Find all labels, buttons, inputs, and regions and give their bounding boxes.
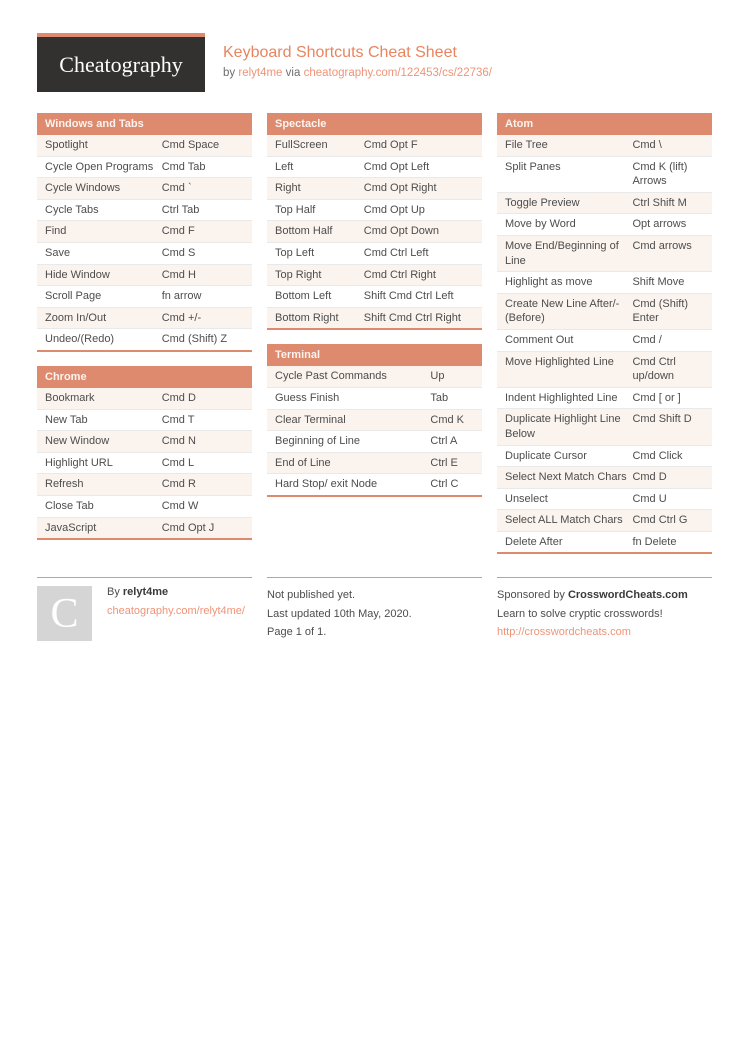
section-header-atom: Atom bbox=[497, 113, 712, 135]
table-row bbox=[497, 236, 712, 272]
table-row bbox=[497, 409, 712, 445]
shortcut-value: Cmd Tab bbox=[161, 160, 206, 173]
shortcut-value: Cmd Opt Right bbox=[363, 182, 437, 195]
shortcut-label: Highlight as move bbox=[505, 276, 593, 289]
section-windows-and-tabs bbox=[37, 113, 252, 352]
header-text bbox=[223, 44, 492, 80]
shortcut-value: Cmd Shift D bbox=[632, 413, 692, 426]
page-number: Page 1 of 1. bbox=[267, 626, 327, 639]
shortcut-value: Cmd arrows bbox=[632, 239, 692, 252]
table-row bbox=[37, 453, 252, 475]
table-row bbox=[497, 294, 712, 330]
table-row bbox=[267, 474, 482, 495]
shortcut-label: Highlight URL bbox=[45, 456, 113, 469]
shortcut-label: Toggle Preview bbox=[505, 196, 580, 209]
shortcut-label: Delete After bbox=[505, 535, 563, 548]
table-row bbox=[37, 308, 252, 330]
footer-author-cell bbox=[37, 577, 252, 642]
page-footer bbox=[37, 577, 712, 642]
table-row bbox=[267, 157, 482, 179]
shortcut-value: Cmd Opt J bbox=[161, 521, 215, 534]
shortcut-value: Cmd L bbox=[161, 456, 195, 469]
shortcut-value: Cmd \ bbox=[632, 139, 662, 151]
byline bbox=[223, 66, 492, 80]
shortcut-label: Spotlight bbox=[45, 139, 88, 151]
source-url-link[interactable]: cheatography.com/122453/cs/22736/ bbox=[303, 67, 492, 79]
shortcut-label: Top Left bbox=[275, 246, 315, 259]
table-row bbox=[267, 243, 482, 265]
shortcut-value: Tab bbox=[430, 391, 449, 404]
shortcut-label: JavaScript bbox=[45, 521, 97, 534]
table-row bbox=[37, 135, 252, 157]
shortcut-value: Cmd +/- bbox=[161, 311, 202, 324]
table-row bbox=[267, 410, 482, 432]
shortcut-value: Cmd Opt F bbox=[363, 139, 418, 151]
footer-by-line bbox=[107, 583, 245, 602]
shortcut-value: Opt arrows bbox=[632, 218, 687, 231]
shortcut-label: File Tree bbox=[505, 139, 548, 151]
shortcut-label: Guess Finish bbox=[275, 391, 340, 404]
table-row bbox=[37, 329, 252, 350]
column-3 bbox=[497, 113, 712, 568]
shortcut-value: Cmd T bbox=[161, 413, 195, 426]
sponsor-name: CrosswordCheats.com bbox=[567, 589, 688, 602]
shortcut-value: Shift Move bbox=[632, 276, 685, 289]
table-row bbox=[267, 200, 482, 222]
sponsor-prefix: Sponsored by bbox=[497, 589, 565, 602]
shortcut-value: Shift Cmd Ctrl Left bbox=[363, 290, 454, 303]
shortcut-value: Cmd N bbox=[161, 435, 196, 448]
byline-prefix: by bbox=[223, 67, 236, 79]
table-row bbox=[497, 330, 712, 352]
shortcut-label: Left bbox=[275, 160, 294, 173]
shortcut-value: Cmd D bbox=[161, 391, 196, 404]
shortcut-value: Cmd [ or ] bbox=[632, 391, 681, 404]
shortcut-label: New Window bbox=[45, 435, 110, 448]
shortcut-label: Select Next Match Chars bbox=[505, 471, 627, 484]
shortcut-value: Cmd U bbox=[632, 492, 667, 505]
logo-text: Cheatography bbox=[59, 51, 183, 77]
shortcut-label: Beginning of Line bbox=[275, 435, 361, 448]
column-1 bbox=[37, 113, 252, 554]
shortcut-label: Cycle Windows bbox=[45, 182, 121, 195]
sponsor-link[interactable]: http://crosswordcheats.com bbox=[497, 626, 631, 639]
table-row bbox=[267, 453, 482, 475]
cheatography-logo[interactable] bbox=[37, 33, 205, 92]
table-row bbox=[497, 193, 712, 215]
table-row bbox=[37, 265, 252, 287]
table-row bbox=[37, 243, 252, 265]
section-atom bbox=[497, 113, 712, 554]
table-row bbox=[497, 388, 712, 410]
section-header-terminal: Terminal bbox=[267, 344, 482, 366]
shortcut-label: Cycle Past Commands bbox=[275, 370, 387, 383]
shortcut-label: End of Line bbox=[275, 456, 331, 469]
shortcut-value: Cmd Opt Up bbox=[363, 203, 425, 216]
shortcut-label: Duplicate Cursor bbox=[505, 449, 587, 462]
shortcut-value: Cmd Ctrl Right bbox=[363, 268, 436, 281]
sponsor-tagline: Learn to solve cryptic crosswords! bbox=[497, 607, 663, 620]
table-row bbox=[497, 157, 712, 193]
shortcut-label: Scroll Page bbox=[45, 290, 102, 303]
shortcut-value: Cmd Opt Down bbox=[363, 225, 439, 238]
section-header-spectacle: Spectacle bbox=[267, 113, 482, 135]
table-row bbox=[497, 352, 712, 388]
shortcut-label: Save bbox=[45, 246, 71, 259]
column-2 bbox=[267, 113, 482, 511]
table-row bbox=[497, 467, 712, 489]
shortcut-label: Right bbox=[275, 182, 301, 195]
table-row bbox=[267, 388, 482, 410]
shortcut-label: Create New Line After/- (Before) bbox=[505, 297, 620, 325]
shortcut-value: Shift Cmd Ctrl Right bbox=[363, 311, 461, 324]
shortcut-value: fn Delete bbox=[632, 535, 677, 548]
table-row bbox=[267, 265, 482, 287]
table-row bbox=[497, 214, 712, 236]
shortcut-label: Comment Out bbox=[505, 333, 574, 346]
shortcut-value: Ctrl A bbox=[430, 435, 458, 448]
shortcut-value: Ctrl E bbox=[430, 456, 458, 469]
table-row bbox=[37, 388, 252, 410]
shortcut-value: Cmd F bbox=[161, 225, 195, 238]
shortcut-value: Cmd Opt Left bbox=[363, 160, 430, 173]
table-row bbox=[37, 474, 252, 496]
table-row bbox=[497, 446, 712, 468]
table-row bbox=[497, 510, 712, 532]
table-row bbox=[267, 308, 482, 329]
table-row bbox=[37, 157, 252, 179]
shortcut-value: Up bbox=[430, 370, 445, 383]
shortcut-label: Cycle Open Programs bbox=[45, 160, 154, 173]
author-link[interactable]: relyt4me bbox=[238, 67, 283, 79]
shortcut-label: Split Panes bbox=[505, 160, 561, 173]
shortcut-value: Cmd Space bbox=[161, 139, 220, 151]
table-row bbox=[37, 431, 252, 453]
footer-by-prefix: By bbox=[107, 586, 120, 599]
shortcut-value: Cmd S bbox=[161, 246, 196, 259]
shortcut-label: Indent Highlighted Line bbox=[505, 391, 618, 404]
sponsor-line bbox=[497, 586, 712, 605]
table-row bbox=[267, 286, 482, 308]
shortcut-label: Duplicate Highlight Line Below bbox=[505, 413, 621, 440]
avatar-letter: C bbox=[50, 590, 79, 637]
table-row bbox=[37, 178, 252, 200]
shortcut-value: Cmd / bbox=[632, 333, 662, 346]
table-row bbox=[497, 489, 712, 511]
shortcut-label: Cycle Tabs bbox=[45, 203, 99, 216]
shortcut-label: New Tab bbox=[45, 413, 88, 426]
shortcut-label: Unselect bbox=[505, 492, 548, 505]
shortcut-value: Cmd ` bbox=[161, 182, 192, 195]
shortcut-label: Hard Stop/ exit Node bbox=[275, 478, 378, 491]
shortcut-label: Refresh bbox=[45, 478, 84, 491]
shortcut-value: Cmd K bbox=[430, 413, 465, 426]
shortcut-label: Move End/Beginning of Line bbox=[505, 239, 619, 267]
table-row bbox=[267, 431, 482, 453]
shortcut-label: Move Highlighted Line bbox=[505, 355, 614, 368]
footer-author-name: relyt4me bbox=[122, 586, 169, 599]
shortcut-value: Cmd R bbox=[161, 478, 196, 491]
shortcut-value: Cmd D bbox=[632, 471, 667, 484]
table-row bbox=[267, 221, 482, 243]
table-row bbox=[497, 272, 712, 294]
shortcut-label: Move by Word bbox=[505, 218, 576, 231]
table-row bbox=[267, 135, 482, 157]
table-row bbox=[37, 286, 252, 308]
table-row bbox=[37, 496, 252, 518]
shortcut-value: fn arrow bbox=[161, 290, 202, 303]
shortcut-label: Find bbox=[45, 225, 67, 238]
shortcut-value: Cmd (Shift) Enter bbox=[632, 297, 689, 325]
section-header-chrome: Chrome bbox=[37, 366, 252, 388]
publish-status: Not published yet. bbox=[267, 589, 356, 602]
shortcut-label: Bookmark bbox=[45, 391, 95, 404]
section-chrome bbox=[37, 366, 252, 540]
page-title: Keyboard Shortcuts Cheat Sheet bbox=[223, 44, 457, 61]
shortcut-label: Top Right bbox=[275, 268, 322, 281]
footer-sponsor-cell bbox=[497, 577, 712, 642]
shortcut-value: Cmd (Shift) Z bbox=[161, 333, 228, 346]
shortcut-value: Cmd Ctrl up/down bbox=[632, 355, 676, 383]
shortcut-label: Close Tab bbox=[45, 499, 94, 512]
section-spectacle bbox=[267, 113, 482, 330]
table-row bbox=[37, 200, 252, 222]
shortcut-value: Cmd Ctrl G bbox=[632, 514, 688, 527]
shortcut-value: Cmd H bbox=[161, 268, 196, 281]
shortcut-label: FullScreen bbox=[275, 139, 328, 151]
byline-via: via bbox=[285, 67, 301, 79]
table-row bbox=[37, 221, 252, 243]
section-terminal bbox=[267, 344, 482, 497]
shortcut-label: Bottom Half bbox=[275, 225, 333, 238]
shortcut-value: Cmd Click bbox=[632, 449, 683, 462]
sheet-columns bbox=[37, 113, 712, 568]
author-avatar[interactable] bbox=[37, 586, 92, 641]
table-row bbox=[497, 532, 712, 553]
shortcut-label: Top Half bbox=[275, 203, 316, 216]
table-row bbox=[267, 366, 482, 388]
table-row bbox=[37, 518, 252, 539]
shortcut-value: Cmd Ctrl Left bbox=[363, 246, 429, 259]
shortcut-label: Zoom In/Out bbox=[45, 311, 107, 324]
shortcut-value: Ctrl Shift M bbox=[632, 196, 687, 209]
shortcut-value: Cmd K (lift) Arrows bbox=[632, 160, 688, 188]
section-header-windows-and-tabs: Windows and Tabs bbox=[37, 113, 252, 135]
footer-author-text bbox=[107, 583, 245, 642]
shortcut-value: Cmd W bbox=[161, 499, 199, 512]
table-row bbox=[497, 135, 712, 157]
shortcut-label: Select ALL Match Chars bbox=[505, 514, 623, 527]
page-header bbox=[37, 33, 712, 92]
shortcut-label: Hide Window bbox=[45, 268, 110, 281]
table-row bbox=[267, 178, 482, 200]
shortcut-label: Bottom Left bbox=[275, 290, 332, 303]
author-profile-link[interactable]: cheatography.com/relyt4me/ bbox=[107, 604, 245, 617]
shortcut-value: Ctrl C bbox=[430, 478, 459, 491]
shortcut-label: Bottom Right bbox=[275, 311, 339, 324]
last-updated: Last updated 10th May, 2020. bbox=[267, 607, 412, 620]
shortcut-value: Ctrl Tab bbox=[161, 203, 200, 216]
shortcut-label: Clear Terminal bbox=[275, 413, 346, 426]
footer-status-cell bbox=[267, 577, 482, 642]
shortcut-label: Undeo/(Redo) bbox=[45, 333, 115, 346]
table-row bbox=[37, 410, 252, 432]
